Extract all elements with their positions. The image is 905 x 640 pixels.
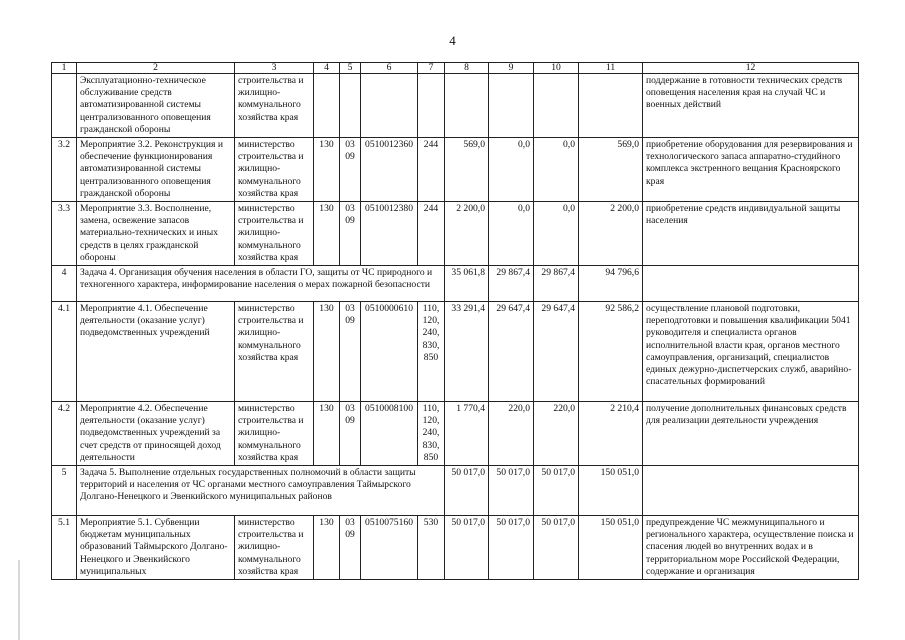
grbs-code: 130 — [314, 516, 340, 580]
amount-total — [579, 74, 643, 138]
amount-year3: 29 647,4 — [534, 302, 579, 402]
rzpr-code: 0309 — [340, 138, 361, 202]
vr-code: 120, — [422, 415, 440, 427]
col-header: 11 — [579, 63, 643, 74]
table-row — [52, 138, 859, 202]
csr-code — [361, 74, 418, 138]
vr-code — [418, 74, 445, 138]
csr-code: 0510012380 — [361, 202, 418, 266]
vr-code-list — [418, 402, 445, 466]
table-row — [52, 516, 859, 580]
amount-year2: 0,0 — [489, 138, 534, 202]
rzpr-code: 0309 — [340, 516, 361, 580]
amount-total: 150 051,0 — [579, 516, 643, 580]
amount-year3: 50 017,0 — [534, 466, 579, 516]
vr-code: 530 — [418, 516, 445, 580]
task-title: Задача 5. Выполнение отдельных государственных полномочий в области защиты территорий и населения от ЧС органами местного самоуправления Таймырского Долгано-Ненецкого и Эвенкийского муниципальных районов — [77, 466, 445, 516]
vr-code: 110, — [422, 403, 440, 415]
amount-year2: 50 017,0 — [489, 466, 534, 516]
program-activities-table — [51, 62, 859, 580]
executor: строительства и жилищно-коммунального хозяйства края — [235, 74, 314, 138]
scan-edge-mark — [18, 560, 20, 640]
col-header: 6 — [361, 63, 418, 74]
executor: министерство строительства и жилищно-коммунального хозяйства края — [235, 138, 314, 202]
vr-code: 240, — [422, 327, 440, 339]
table-row — [52, 202, 859, 266]
col-header: 8 — [445, 63, 489, 74]
amount-year1: 1 770,4 — [445, 402, 489, 466]
row-number — [52, 74, 77, 138]
grbs-code: 130 — [314, 402, 340, 466]
task-title: Задача 4. Организация обучения населения в области ГО, защиты от ЧС природного и техногенного характера, информирование населения о мерах пожарной безопасности — [77, 266, 445, 302]
vr-code: 110, — [422, 303, 440, 315]
vr-code: 244 — [418, 138, 445, 202]
activity-name: Мероприятие 4.2. Обеспечение деятельности (оказание услуг) подведомственных учреждений за счет средств от приносящей доход деятельности — [77, 402, 235, 466]
amount-year3: 0,0 — [534, 138, 579, 202]
expected-result: приобретение оборудования для резервирования и технологического запаса аппаратно-студийного комплекса экстренного вещания Красноярского края — [643, 138, 859, 202]
activity-name: Мероприятие 3.2. Реконструкция и обеспечение функционирования автоматизированной системы централизованного оповещения гражданской обороны — [77, 138, 235, 202]
amount-total: 92 586,2 — [579, 302, 643, 402]
rzpr-code: 0309 — [340, 302, 361, 402]
amount-year3 — [534, 74, 579, 138]
expected-result — [643, 266, 859, 302]
amount-total: 569,0 — [579, 138, 643, 202]
grbs-code: 130 — [314, 202, 340, 266]
amount-year2: 29 867,4 — [489, 266, 534, 302]
grbs-code: 130 — [314, 302, 340, 402]
activity-name: Мероприятие 3.3. Восполнение, замена, освежение запасов материально-технических и иных средств в целях гражданской обороны — [77, 202, 235, 266]
expected-result: осуществление плановой подготовки, переподготовки и повышения квалификации 5041 руководителя и специалиста органов исполнительной власти края, органов местного самоуправления, организаций, специалистов единых дежурно-диспетчерских служб, аварийно-спасательных формирований — [643, 302, 859, 402]
page-number: 4 — [449, 33, 456, 48]
table-row — [52, 402, 859, 466]
rzpr-code: 0309 — [340, 202, 361, 266]
row-number: 5.1 — [52, 516, 77, 580]
amount-total: 2 210,4 — [579, 402, 643, 466]
table-row — [52, 74, 859, 138]
amount-year3: 50 017,0 — [534, 516, 579, 580]
task-row — [52, 466, 859, 516]
grbs-code: 130 — [314, 138, 340, 202]
expected-result: поддержание в готовности технических средств оповещения населения края на случай ЧС и военных действий — [643, 74, 859, 138]
vr-code: 850 — [423, 351, 439, 363]
vr-code: 240, — [422, 427, 440, 439]
activity-name: Мероприятие 4.1. Обеспечение деятельности (оказание услуг) подведомственных учреждений — [77, 302, 235, 402]
amount-year1: 50 017,0 — [445, 466, 489, 516]
csr-code: 0510075160 — [361, 516, 418, 580]
col-header: 2 — [77, 63, 235, 74]
csr-code: 0510008100 — [361, 402, 418, 466]
amount-year3: 29 867,4 — [534, 266, 579, 302]
column-number-row — [52, 63, 859, 74]
amount-total: 2 200,0 — [579, 202, 643, 266]
executor: министерство строительства и жилищно-коммунального хозяйства края — [235, 402, 314, 466]
row-number: 3.3 — [52, 202, 77, 266]
vr-code-list — [418, 302, 445, 402]
col-header: 12 — [643, 63, 859, 74]
expected-result: получение дополнительных финансовых средств для реализации деятельности учреждения — [643, 402, 859, 466]
rzpr-code — [340, 74, 361, 138]
amount-year1: 50 017,0 — [445, 516, 489, 580]
amount-year2 — [489, 74, 534, 138]
amount-year1 — [445, 74, 489, 138]
executor: министерство строительства и жилищно-коммунального хозяйства края — [235, 302, 314, 402]
col-header: 10 — [534, 63, 579, 74]
grbs-code — [314, 74, 340, 138]
col-header: 9 — [489, 63, 534, 74]
amount-year2: 0,0 — [489, 202, 534, 266]
row-number: 5 — [52, 466, 77, 516]
row-number: 4.1 — [52, 302, 77, 402]
activity-name: Мероприятие 5.1. Субвенции бюджетам муниципальных образований Таймырского Долгано-Ненецкого и Эвенкийского муниципальных — [77, 516, 235, 580]
amount-year1: 2 200,0 — [445, 202, 489, 266]
executor: министерство строительства и жилищно-коммунального хозяйства края — [235, 516, 314, 580]
vr-code: 830, — [422, 339, 440, 351]
vr-code: 830, — [422, 439, 440, 451]
executor: министерство строительства и жилищно-коммунального хозяйства края — [235, 202, 314, 266]
csr-code: 0510012360 — [361, 138, 418, 202]
expected-result: предупреждение ЧС межмуниципального и регионального характера, осуществление поиска и спасения людей во внутренних водах и в территориальном море Российской Федерации, содержание и организация — [643, 516, 859, 580]
col-header: 4 — [314, 63, 340, 74]
row-number: 4 — [52, 266, 77, 302]
vr-code: 244 — [418, 202, 445, 266]
table-row — [52, 302, 859, 402]
amount-year1: 33 291,4 — [445, 302, 489, 402]
amount-year1: 569,0 — [445, 138, 489, 202]
expected-result: приобретение средств индивидуальной защиты населения — [643, 202, 859, 266]
vr-code: 850 — [423, 451, 439, 463]
activity-name: Эксплуатационно-техническое обслуживание средств автоматизированной системы централизованного оповещения гражданской обороны — [77, 74, 235, 138]
col-header: 3 — [235, 63, 314, 74]
vr-code: 120, — [422, 315, 440, 327]
row-number: 3.2 — [52, 138, 77, 202]
col-header: 5 — [340, 63, 361, 74]
amount-year3: 0,0 — [534, 202, 579, 266]
amount-year2: 220,0 — [489, 402, 534, 466]
amount-year2: 50 017,0 — [489, 516, 534, 580]
amount-year2: 29 647,4 — [489, 302, 534, 402]
rzpr-code: 0309 — [340, 402, 361, 466]
csr-code: 0510000610 — [361, 302, 418, 402]
task-row — [52, 266, 859, 302]
amount-total: 150 051,0 — [579, 466, 643, 516]
col-header: 1 — [52, 63, 77, 74]
amount-year1: 35 061,8 — [445, 266, 489, 302]
amount-year3: 220,0 — [534, 402, 579, 466]
expected-result — [643, 466, 859, 516]
amount-total: 94 796,6 — [579, 266, 643, 302]
row-number: 4.2 — [52, 402, 77, 466]
col-header: 7 — [418, 63, 445, 74]
